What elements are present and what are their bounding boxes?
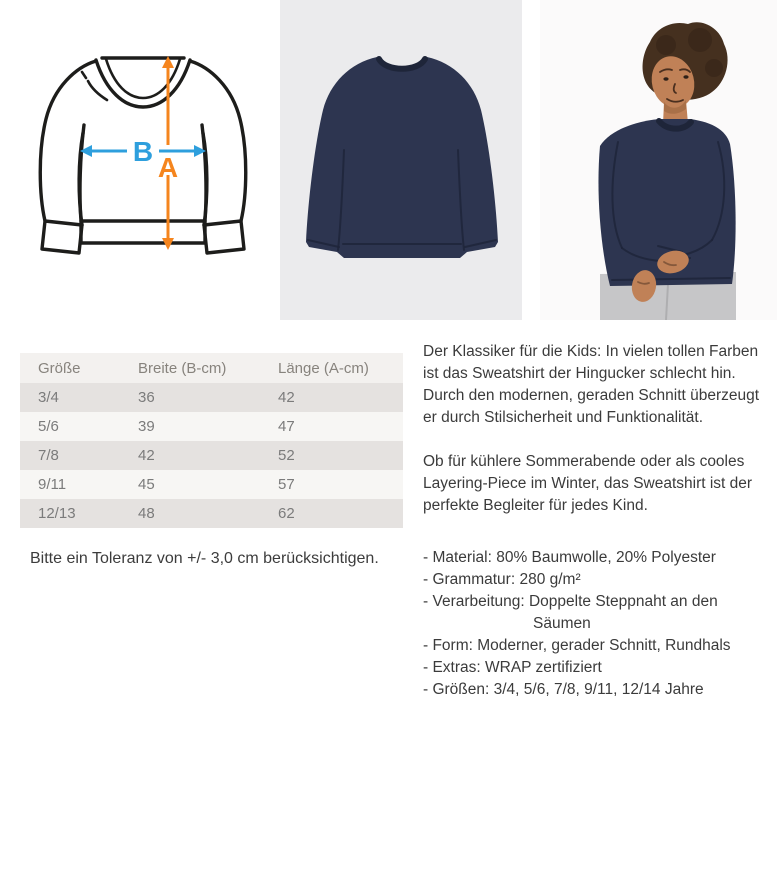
cell-width: 48 [138,505,155,522]
cell-width: 39 [138,418,155,435]
spec-line-verarbeitung-cont: Säumen [533,615,591,632]
cell-size: 3/4 [38,389,59,406]
spec-line-material: - Material: 80% Baumwolle, 20% Polyester [423,549,716,566]
col-header-width: Breite (B-cm) [138,359,227,377]
table-row [20,470,403,499]
width-arrow [80,136,206,167]
size-diagram [22,45,262,290]
table-row [20,383,403,412]
cell-length: 57 [278,476,295,493]
spec-line-form: - Form: Moderner, gerader Schnitt, Rundhals [423,637,731,654]
product-photo [280,0,522,320]
sweatshirt-photo-illustration [280,0,522,320]
cell-size: 12/13 [38,505,76,522]
size-table [20,353,403,528]
cell-length: 47 [278,418,295,435]
table-row [20,441,403,470]
width-label: B [132,136,154,167]
table-row [20,412,403,441]
size-table-header [20,353,403,383]
length-label: A [157,152,179,183]
col-header-length: Länge (A-cm) [278,359,369,377]
cell-size: 5/6 [38,418,59,435]
cell-length: 62 [278,505,295,522]
product-description [423,341,773,701]
spec-line-extras: - Extras: WRAP zertifiziert [423,659,602,676]
spec-line-verarbeitung: - Verarbeitung: Doppelte Steppnaht an den [423,593,718,610]
description-paragraph: Der Klassiker für die Kids: In vielen tollen Farben ist das Sweatshirt der Hingucker schlecht hin. Durch den modernen, geraden Schnitt überzeugt er durch Stilsicherheit und Funktionalität. [423,343,760,426]
spec-line-grammatur: - Grammatur: 280 g/m² [423,571,581,588]
tolerance-note: Bitte ein Toleranz von +/- 3,0 cm berücksichtigen. [30,550,379,567]
sweatshirt-measurement-drawing [22,45,262,290]
spec-line-groessen: - Größen: 3/4, 5/6, 7/8, 9/11, 12/14 Jahre [423,681,704,698]
cell-length: 52 [278,447,295,464]
cell-width: 45 [138,476,155,493]
cell-size: 9/11 [38,476,67,493]
col-header-size: Größe [38,359,81,377]
description-paragraph: Ob für kühlere Sommerabende oder als cooles Layering-Piece im Winter, das Sweatshirt ist der perfekte Begleiter für jedes Kind. [423,453,753,514]
cell-width: 36 [138,389,155,406]
table-row [20,499,403,528]
cell-length: 42 [278,389,295,406]
model-photo [540,0,777,320]
cell-width: 42 [138,447,155,464]
kid-model-illustration [540,0,777,320]
cell-size: 7/8 [38,447,59,464]
